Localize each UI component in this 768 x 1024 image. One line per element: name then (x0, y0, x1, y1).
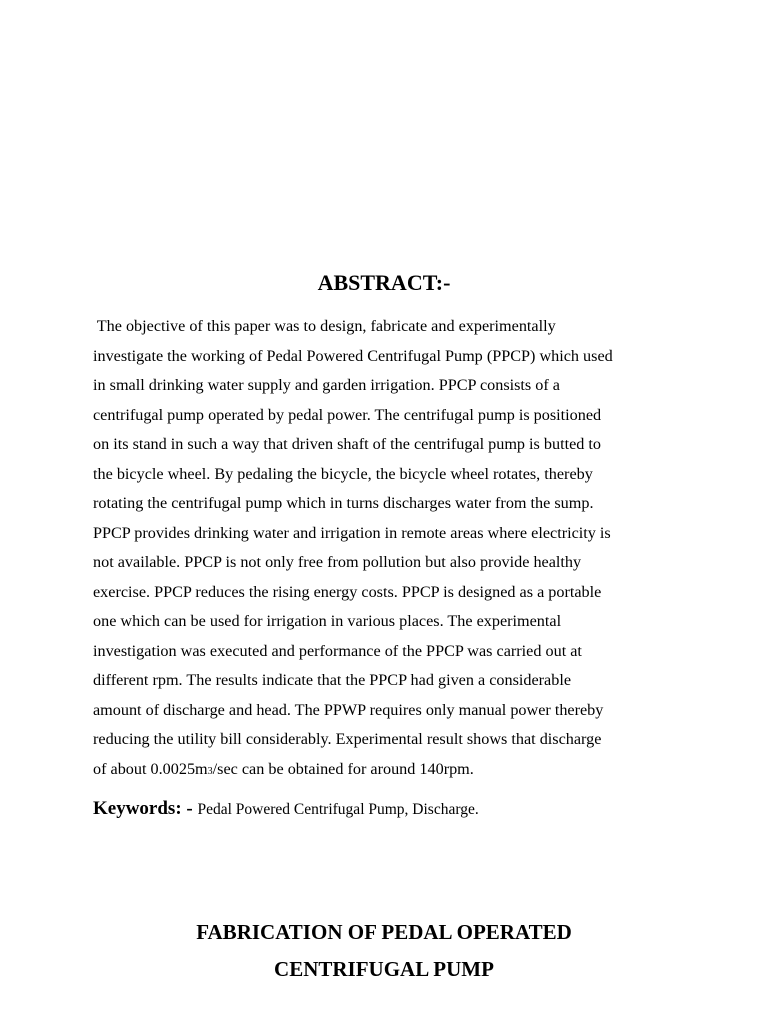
last-line-start: of about 0.0025m (93, 759, 208, 778)
keywords-value: Pedal Powered Centrifugal Pump, Discharge. (197, 801, 479, 818)
abstract-line: exercise. PPCP reduces the rising energy costs. PPCP is designed as a portable (93, 582, 602, 601)
abstract-body (93, 312, 693, 786)
keywords (93, 794, 713, 825)
paper-title-line-2: CENTRIFUGAL PUMP (274, 957, 494, 981)
abstract-last-line (93, 755, 693, 787)
abstract-line: on its stand in such a way that driven shaft of the centrifugal pump is butted to (93, 435, 602, 453)
abstract-line: investigate the working of Pedal Powered Centrifugal Pump (PPCP) which used (93, 346, 613, 365)
keywords-label: Keywords: - (93, 798, 198, 819)
paper-title-line-1: FABRICATION OF PEDAL OPERATED (196, 920, 572, 944)
abstract-line: the bicycle wheel. By pedaling the bicycle, the bicycle wheel rotates, thereby (93, 464, 593, 483)
abstract-line: not available. PPCP is not only free from pollution but also provide healthy (93, 553, 582, 571)
abstract-line: one which can be used for irrigation in various places. The experimental (93, 612, 562, 630)
abstract-line: investigation was executed and performance of the PPCP was carried out at (93, 641, 582, 660)
last-line-end: /sec can be obtained for around 140rpm. (212, 759, 474, 778)
unit-subscript: 3 (207, 765, 213, 777)
abstract-line: PPCP provides drinking water and irrigation in remote areas where electricity is (93, 523, 611, 542)
abstract-line: different rpm. The results indicate that the PPCP had given a considerable (93, 671, 572, 689)
abstract-line: reducing the utility bill considerably. Experimental result shows that discharge (93, 730, 602, 748)
abstract-line: The objective of this paper was to design, fabricate and experimentally (93, 317, 556, 335)
abstract-line: centrifugal pump operated by pedal power. The centrifugal pump is positioned (93, 405, 602, 424)
abstract-line: in small drinking water supply and garden irrigation. PPCP consists of a (93, 376, 560, 394)
abstract-line: amount of discharge and head. The PPWP requires only manual power thereby (93, 700, 604, 719)
abstract-heading: ABSTRACT:- (317, 270, 451, 295)
abstract-line: rotating the centrifugal pump which in turns discharges water from the sump. (93, 494, 594, 512)
